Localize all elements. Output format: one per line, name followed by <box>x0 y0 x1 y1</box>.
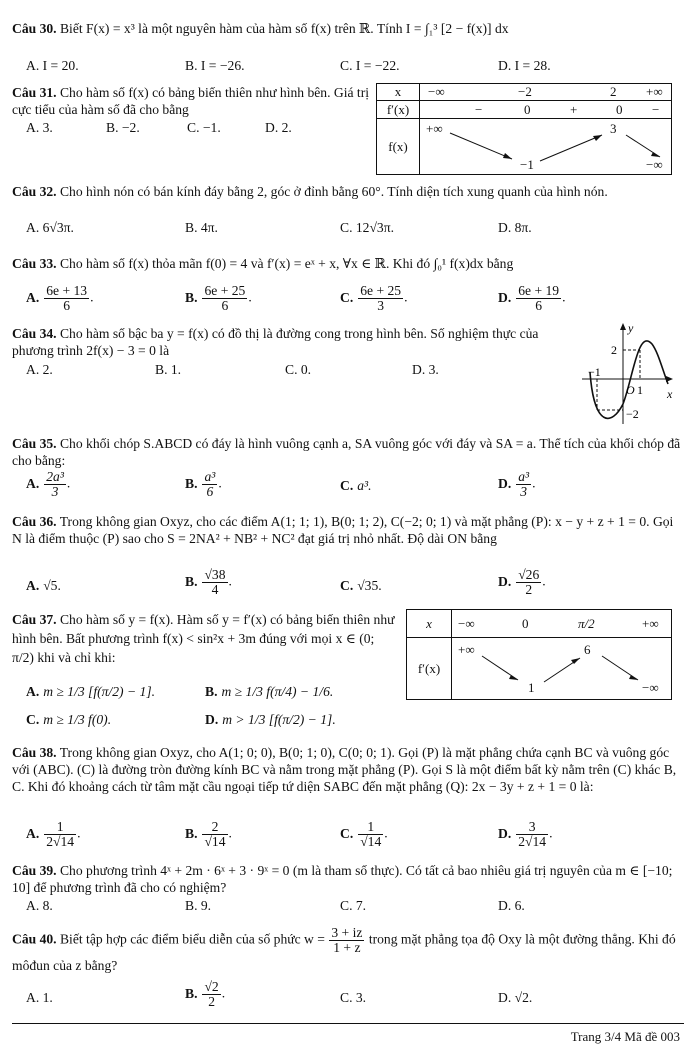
question-34 <box>12 325 571 359</box>
question-text: Biết F(x) = x³ là một nguyên hàm của hàm số f(x) trên ℝ. Tính I = ∫₁³ [2 − f(x)] dx <box>59 21 509 36</box>
question-number: Câu 33. <box>12 256 57 271</box>
footer-divider <box>12 1023 684 1024</box>
question-text: Trong không gian Oxyz, cho A(1; 0; 0), B(0; 1; 0), C(0; 0; 1). Gọi (P) là mặt phẳng chứa cạnh BC và vuông góc với (ABC). (C) là đường tròn đường kính BC và nằm trong mặt phẳng (P). Gọi S là một điểm bất kỳ nằm trên (C) khác B, C. Khi đó khoảng cách từ tâm mặt cầu ngoại tiếp tứ diện SABC đến mặt phẳng (Q): 2x − 3y + z + 1 = 0 là: <box>12 745 677 794</box>
table-x-label: x <box>407 610 452 638</box>
option-c: C. $\frac{1}{√14}$ . <box>340 819 388 849</box>
option-a: A. m ≥ 1/3 [f(π/2) − 1]. <box>26 684 156 699</box>
variation-table-q37 <box>406 609 672 700</box>
option-d: D. m > 1/3 [f(π/2) − 1]. <box>205 712 336 727</box>
question-33 <box>12 255 682 272</box>
option-b: B. 1. <box>155 362 182 377</box>
option-a: A. $\frac{6e + 13}{6}$ . <box>26 283 94 313</box>
option-d: D. 8π. <box>498 220 532 235</box>
fp-val: −∞ <box>642 680 659 695</box>
fp-val: 6 <box>584 642 591 657</box>
sign: − <box>475 102 483 117</box>
arrows <box>420 119 670 175</box>
sign: − <box>652 102 660 117</box>
page-footer: Trang 3/4 Mã đề 003 <box>570 1029 680 1044</box>
origin-label: O <box>626 383 635 397</box>
question-39 <box>12 862 682 896</box>
question-text: Cho hàm số f(x) thỏa mãn f(0) = 4 và f′(x) = eˣ + x, ∀x ∈ ℝ. Khi đó ∫₀¹ f(x)dx bằng <box>59 256 514 271</box>
option-b: B. $\frac{2}{√14}$ . <box>185 819 232 849</box>
question-text: Cho phương trình 4ˣ + 2m · 6ˣ + 3 · 9ˣ = 0 (m là tham số thực). Có tất cả bao nhiêu giá trị nguyên của m ∈ [−10; 10] để phương trình đã cho có nghiệm? <box>12 863 673 895</box>
option-a: A. I = 20. <box>26 58 79 73</box>
question-38 <box>12 744 682 795</box>
cubic-graph <box>578 318 678 428</box>
option-d: D. I = 28. <box>498 58 551 73</box>
option-b: B. I = −26. <box>185 58 245 73</box>
question-number: Câu 34. <box>12 326 57 341</box>
option-d: D. $\frac{\text{a³}}{3}$ . <box>498 469 536 499</box>
option-b: B. $\frac{√2}{2}$ . <box>185 979 226 1009</box>
sign: 0 <box>524 102 531 117</box>
option-b: B. −2. <box>106 120 140 135</box>
variation-table-q31 <box>376 83 672 175</box>
axis-x-label: x <box>667 387 673 401</box>
option-d: D. 2. <box>265 120 292 135</box>
x-val: π/2 <box>578 616 595 631</box>
question-text: Cho hàm số f(x) có bảng biến thiên như hình bên. Giá trị cực tiểu của hàm số đã cho bằng <box>12 85 369 117</box>
f-val: −∞ <box>646 157 663 172</box>
tick-m1: −1 <box>588 365 601 379</box>
question-36 <box>12 513 682 547</box>
option-b: B. $\frac{6e + 25}{6}$ . <box>185 283 252 313</box>
option-c: C. I = −22. <box>340 58 400 73</box>
option-c: C. $\frac{6e + 25}{3}$ . <box>340 283 408 313</box>
x-val: −∞ <box>458 616 475 631</box>
option-d: D. √2. <box>498 990 533 1005</box>
table-fp-label: f′(x) <box>377 101 420 119</box>
x-val: +∞ <box>642 616 659 631</box>
question-number: Câu 30. <box>12 21 57 36</box>
option-c: C. √35. <box>340 578 382 593</box>
option-a: A. $\frac{\text{2a³}}{3}$ . <box>26 469 71 499</box>
question-40 <box>12 926 682 977</box>
question-number: Câu 36. <box>12 514 57 529</box>
arrows <box>452 638 672 700</box>
question-number: Câu 39. <box>12 863 57 878</box>
question-number: Câu 32. <box>12 184 57 199</box>
question-30 <box>12 20 682 37</box>
option-a: A. 2. <box>26 362 53 377</box>
x-val: 0 <box>522 616 529 631</box>
x-val: −∞ <box>428 84 445 99</box>
option-c: C. 12√3π. <box>340 220 394 235</box>
f-val: +∞ <box>426 121 443 136</box>
x-val: +∞ <box>646 84 663 99</box>
question-text: Trong không gian Oxyz, cho các điểm A(1; 1; 1), B(0; 1; 2), C(−2; 0; 1) và mặt phẳng (P): x − y + z + 1 = 0. Gọi N là điểm thuộc (P) sao cho S = 2NA² + NB² + NC² đạt giá trị nhỏ nhất. Độ dài ON bằng <box>12 514 674 546</box>
option-b: B. m ≥ 1/3 f(π/4) − 1/6. <box>205 684 334 699</box>
question-text: Cho hình nón có bán kính đáy bằng 2, góc ở đỉnh bằng 60°. Tính diện tích xung quanh của hình nón. <box>59 184 608 199</box>
question-text: Cho hàm số bậc ba y = f(x) có đồ thị là đường cong trong hình bên. Số nghiệm thực của phương trình 2f(x) − 3 = 0 là <box>12 326 539 358</box>
option-c: C. 0. <box>285 362 312 377</box>
table-f-label: f(x) <box>377 119 420 175</box>
axis-y-label: y <box>628 321 634 335</box>
sign: + <box>570 102 578 117</box>
option-a: A. $\frac{1}{2√14}$ . <box>26 819 81 849</box>
option-c: C. m ≥ 1/3 f(0). <box>26 712 112 727</box>
option-c: C. a³. <box>340 478 372 493</box>
table-fp-label: f′(x) <box>407 638 452 700</box>
option-d: D. $\frac{√26}{2}$ . <box>498 567 546 597</box>
question-number: Câu 35. <box>12 436 57 451</box>
sign: 0 <box>616 102 623 117</box>
option-d: D. $\frac{3}{2√14}$ . <box>498 819 553 849</box>
option-b: B. 9. <box>185 898 212 913</box>
f-val: 3 <box>610 121 617 136</box>
question-number: Câu 37. <box>12 612 57 627</box>
question-text: Cho hàm số y = f(x). Hàm số y = f′(x) có bảng biến thiên như hình bên. Bất phương trình f(x) < sin²x + 3m đúng với mọi x ∈ (0; π/2) khi và chỉ khi: <box>12 612 395 665</box>
option-b: B. $\frac{√38}{4}$ . <box>185 567 232 597</box>
question-text: trong mặt phẳng tọa độ Oxy là một đường thẳng. Khi đó môđun của z bằng? <box>12 931 676 973</box>
table-x-label: x <box>377 84 420 101</box>
question-text: Cho khối chóp S.ABCD có đáy là hình vuông cạnh a, SA vuông góc với đáy và SA = a. Thể tích của khối chóp đã cho bằng: <box>12 436 681 468</box>
option-d: D. 6. <box>498 898 525 913</box>
option-c: C. 7. <box>340 898 367 913</box>
question-31 <box>12 84 371 118</box>
option-a: A. 6√3π. <box>26 220 74 235</box>
option-c: C. −1. <box>187 120 221 135</box>
question-text: Biết tập hợp các điểm biểu diễn của số phức w = <box>59 931 325 947</box>
tick-1: 1 <box>637 383 643 397</box>
question-number: Câu 38. <box>12 745 57 760</box>
question-37 <box>12 610 396 667</box>
x-val: −2 <box>518 84 532 99</box>
question-35 <box>12 435 682 469</box>
option-d: D. $\frac{6e + 19}{6}$ . <box>498 283 566 313</box>
tick-2: 2 <box>611 343 617 357</box>
fp-val: +∞ <box>458 642 475 657</box>
x-val: 2 <box>610 84 617 99</box>
f-val: −1 <box>520 157 534 172</box>
question-32 <box>12 183 682 200</box>
question-number: Câu 31. <box>12 85 57 100</box>
option-d: D. 3. <box>412 362 439 377</box>
fraction: $\frac{3 + iz}{1 + z}$ <box>331 925 363 955</box>
tick-m2: −2 <box>626 407 639 421</box>
option-a: A. 1. <box>26 990 53 1005</box>
fp-val: 1 <box>528 680 535 695</box>
option-a: A. 8. <box>26 898 53 913</box>
option-b: B. 4π. <box>185 220 218 235</box>
option-a: A. 3. <box>26 120 53 135</box>
question-number: Câu 40. <box>12 931 57 947</box>
option-a: A. √5. <box>26 578 61 593</box>
option-b: B. $\frac{\text{a³}}{6}$ . <box>185 469 222 499</box>
option-c: C. 3. <box>340 990 367 1005</box>
